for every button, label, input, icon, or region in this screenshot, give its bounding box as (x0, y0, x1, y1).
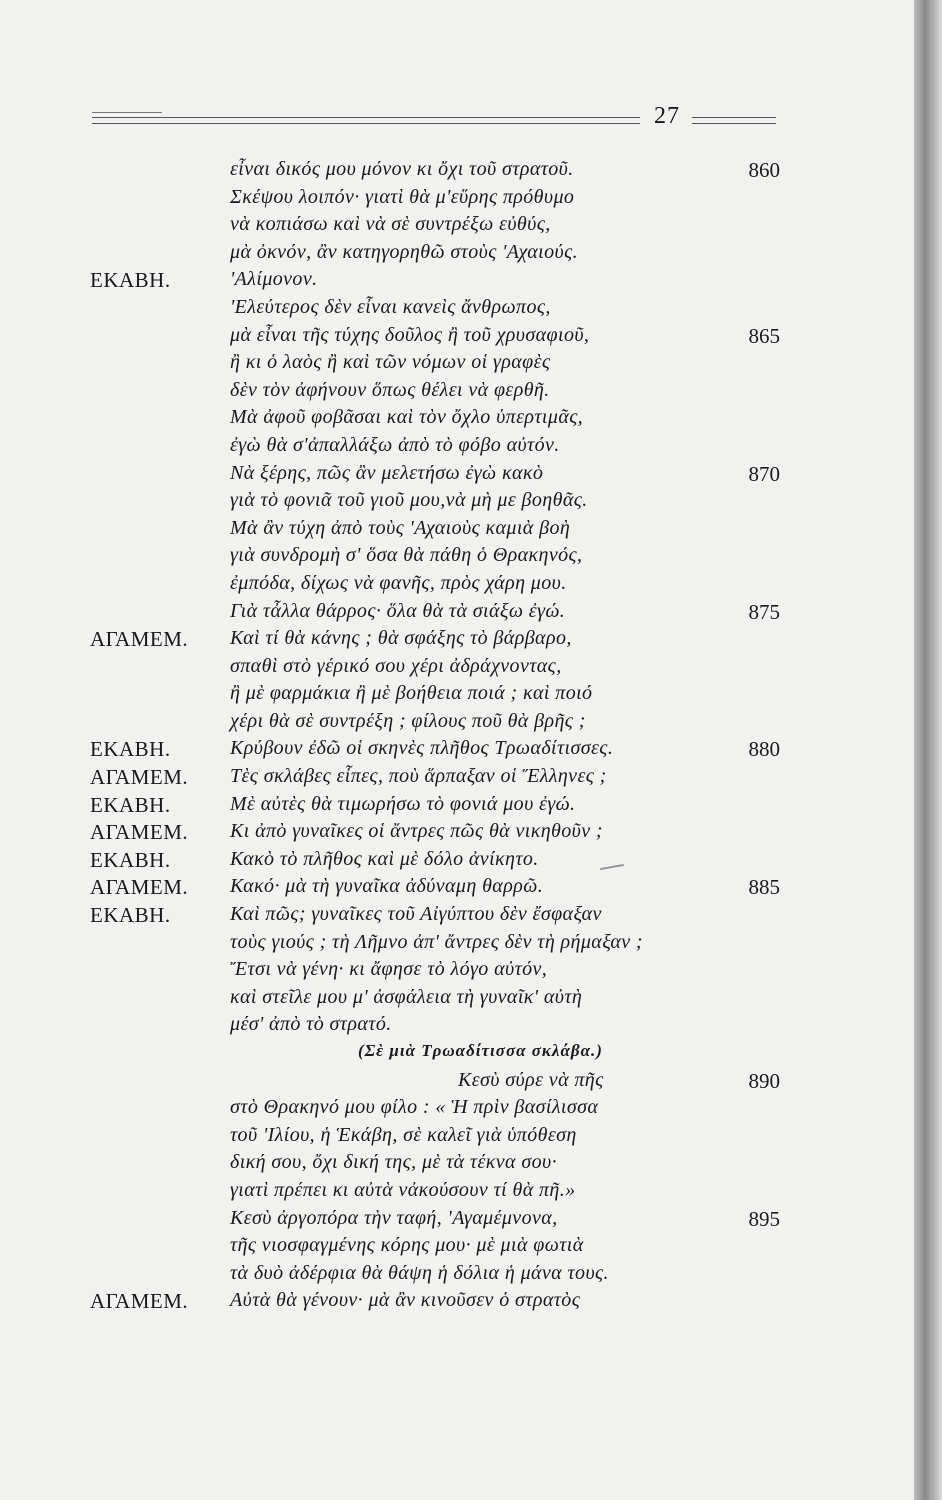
verse-line (0, 1124, 942, 1152)
verse-text: ἢ μὲ φαρμάκια ἢ μὲ βοήθεια ποιά ; καὶ ποιό (230, 682, 593, 705)
verse-line (0, 186, 942, 214)
verse-line (0, 379, 942, 407)
verse-text: δική σου, ὄχι δική της, μὲ τὰ τέκνα σου· (230, 1151, 557, 1174)
verse-line (0, 351, 942, 379)
speaker-name: ΕΚΑΒΗ. (90, 268, 171, 293)
verse-text: Τὲς σκλάβες εἶπες, ποὺ ἅρπαξαν οἱ Ἕλληνες ; (230, 765, 607, 788)
verse-text: Καὶ πῶς; γυναῖκες τοῦ Αἰγύπτου δὲν ἔσφαξαν (230, 903, 602, 926)
verse-line (0, 544, 942, 572)
verse-text: Σκέψου λοιπόν· γιατὶ θὰ μ'εὕρης πρόθυμο (230, 185, 575, 208)
line-number: 890 (748, 1068, 780, 1093)
verse-line (0, 710, 942, 738)
verse-text: Κακὸ τὸ πλῆθος καὶ μὲ δόλο ἀνίκητο. (230, 847, 539, 870)
verse-text: τῆς νιοσφαγμένης κόρης μου· μὲ μιὰ φωτιὰ (230, 1234, 584, 1257)
verse-text: τὰ δυὸ ἀδέρφια θὰ θάψη ἡ δόλια ἡ μάνα τους. (230, 1261, 609, 1284)
verse-text: Μὲ αὐτὲς θὰ τιμωρήσω τὸ φονιά μου ἐγώ. (230, 792, 576, 815)
verse-text: Κρύβουν ἐδῶ οἱ σκηνὲς πλῆθος Τρωαδίτισσες. (230, 737, 614, 760)
verse-text: χέρι θὰ σὲ συντρέξη ; φίλους ποῦ θὰ βρῆς ; (230, 709, 586, 732)
verse-line (0, 1013, 942, 1041)
speaker-name: ΕΚΑΒΗ. (90, 792, 171, 817)
verse-line (0, 1289, 942, 1317)
verse-line (0, 820, 942, 848)
verse-line (0, 1234, 942, 1262)
verse-line (0, 986, 942, 1014)
verse-text: Αὐτὰ θὰ γένουν· μὰ ἂν κινοῦσεν ὁ στρατὸς (230, 1289, 581, 1312)
verse-text: 'Ελεύτερος δὲν εἶναι κανεὶς ἄνθρωπος, (230, 295, 551, 318)
speaker-name: ΑΓΑΜΕΜ. (90, 875, 189, 900)
speaker-name: ΑΓΑΜΕΜ. (90, 765, 189, 790)
line-number: 865 (748, 323, 780, 348)
page-number: 27 (654, 103, 680, 129)
verse-text: τοὺς γιούς ; τὴ Λῆμνο ἀπ' ἄντρες δὲν τὴ ρήμαξαν ; (230, 930, 643, 953)
verse-line (0, 406, 942, 434)
verse-line (0, 627, 942, 655)
verse-text: ἐγὼ θὰ σ'ἀπαλλάξω ἀπὸ τὸ φόβο αὐτόν. (230, 433, 560, 456)
verse-text: μέσ' ἀπὸ τὸ στρατό. (230, 1013, 392, 1036)
verse-line (0, 875, 942, 903)
verse-text: ἐμπόδα, δίχως νὰ φανῆς, πρὸς χάρη μου. (230, 571, 567, 594)
verse-text: εἶναι δικός μου μόνον κι ὄχι τοῦ στρατοῦ. (230, 158, 574, 180)
verse-line (0, 1096, 942, 1124)
verse-text: Μὰ ἀφοῦ φοβᾶσαι καὶ τὸν ὄχλο ὑπερτιμᾶς, (230, 406, 584, 429)
speaker-name: ΕΚΑΒΗ. (90, 737, 171, 762)
verse-line (0, 655, 942, 683)
verse-line (0, 1262, 942, 1290)
verse-text: Καὶ τί θὰ κάνης ; θὰ σφάξης τὸ βάρβαρο, (230, 627, 572, 650)
speaker-name: ΑΓΑΜΕΜ. (90, 820, 189, 845)
verse-text: τοῦ 'Ιλίου, ἡ Ἑκάβη, σὲ καλεῖ γιὰ ὑπόθεση (230, 1123, 577, 1146)
line-number: 880 (748, 737, 780, 762)
verse-line (0, 682, 942, 710)
line-number: 885 (748, 875, 780, 900)
stage-direction-line (0, 1041, 942, 1069)
line-number: 895 (748, 1206, 780, 1231)
verse-line (0, 1151, 942, 1179)
verse-text: μὰ εἶναι τῆς τύχης δοῦλος ἢ τοῦ χρυσαφιοῦ, (230, 323, 590, 346)
speaker-name: ΕΚΑΒΗ. (90, 903, 171, 928)
verse-line (0, 213, 942, 241)
verse-text: σπαθὶ στὸ γέρικό σου χέρι ἀδράχνοντας, (230, 654, 562, 677)
verse-line (0, 489, 942, 517)
speaker-name: ΕΚΑΒΗ. (90, 847, 171, 872)
verse-line (0, 517, 942, 545)
verse-text: στὸ Θρακηνό μου φίλο : « Ἡ πρὶν βασίλισσα (230, 1096, 599, 1119)
verse-text: μὰ ὀκνόν, ἂν κατηγορηθῶ στοὺς 'Αχαιούς. (230, 240, 579, 263)
verse-line (0, 958, 942, 986)
verse-text: Γιὰ τἆλλα θάρρος· ὅλα θὰ τὰ σιάξω ἐγώ. (230, 599, 566, 622)
verse-line (0, 848, 942, 876)
verse-text: δὲν τὸν ἀφήνουν ὅπως θέλει νὰ φερθῆ. (230, 378, 550, 401)
stage-direction: (Σὲ μιὰ Τρωαδίτισσα σκλάβα.) (358, 1041, 603, 1060)
verse-line (0, 1179, 942, 1207)
verse-text: Ἔτσι νὰ γένη· κι ἄφησε τὸ λόγο αὐτόν, (230, 958, 548, 981)
verse-text: νὰ κοπιάσω καὶ νὰ σὲ συντρέξω εὐθύς, (230, 213, 551, 236)
verse-line (0, 793, 942, 821)
verse-line (0, 296, 942, 324)
verse-text: καὶ στεῖλε μου μ' ἀσφάλεια τὴ γυναῖκ' αὐτὴ (230, 985, 583, 1008)
line-number: 870 (748, 461, 780, 486)
verse-line (0, 1207, 942, 1235)
verse-text: 'Αλίμονον. (230, 268, 318, 291)
verse-line (0, 324, 942, 352)
speaker-name: ΑΓΑΜΕΜ. (90, 627, 189, 652)
verse-text: γιατὶ πρέπει κι αὐτὰ νἀκούσουν τί θὰ πῆ.» (230, 1178, 576, 1201)
header-rule-right (692, 117, 776, 124)
verse-text: ἢ κι ὁ λαὸς ἢ καὶ τῶν νόμων οἱ γραφὲς (230, 351, 551, 374)
verse-text-block (0, 158, 942, 1317)
verse-line (0, 462, 942, 490)
verse-line (0, 600, 942, 628)
verse-line (0, 572, 942, 600)
verse-line (0, 434, 942, 462)
verse-line (0, 765, 942, 793)
verse-text: Κεσὺ ἀργοπόρα τὴν ταφή, 'Αγαμέμνονα, (230, 1206, 558, 1229)
verse-line (0, 737, 942, 765)
verse-line (0, 158, 942, 186)
verse-text: Νὰ ξέρης, πῶς ἂν μελετήσω ἐγὼ κακὸ (230, 461, 544, 484)
verse-text: Κι ἀπὸ γυναῖκες οἱ ἄντρες πῶς θὰ νικηθοῦν ; (230, 820, 603, 843)
header-rule-left (92, 117, 640, 124)
verse-line (0, 1069, 942, 1097)
verse-text: Μὰ ἂν τύχη ἀπὸ τοὺς 'Αχαιοὺς καμιὰ βοὴ (230, 516, 571, 539)
verse-line (0, 903, 942, 931)
verse-text: Κακό· μὰ τὴ γυναῖκα ἀδύναμη θαρρῶ. (230, 875, 544, 898)
line-number: 875 (748, 599, 780, 624)
verse-line (0, 931, 942, 959)
verse-line (0, 241, 942, 269)
verse-text: γιὰ συνδρομὴ σ' ὅσα θὰ πάθη ὁ Θρακηνός, (230, 544, 583, 567)
line-number: 860 (748, 158, 780, 182)
speaker-name: ΑΓΑΜΕΜ. (90, 1289, 189, 1314)
verse-text: Κεσὺ σύρε νὰ πῆς (458, 1068, 604, 1091)
verse-line (0, 268, 942, 296)
running-header (0, 95, 942, 135)
verse-text: γιὰ τὸ φονιᾶ τοῦ γιοῦ μου,νὰ μὴ με βοηθᾶς. (230, 489, 588, 512)
